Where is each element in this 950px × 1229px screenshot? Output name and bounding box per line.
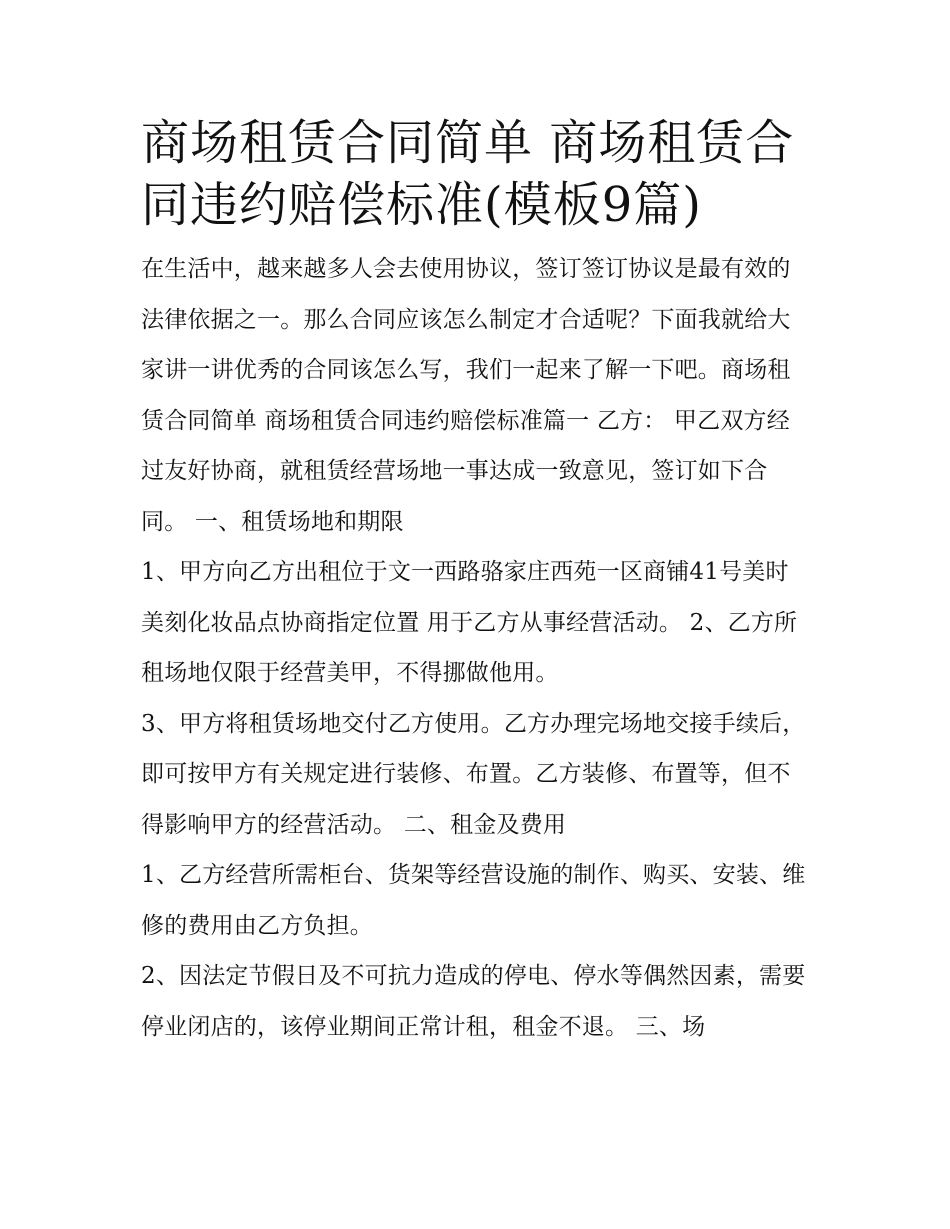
- body-paragraph: 1、乙方经营所需柜台、货架等经营设施的制作、购买、安装、维修的费用由乙方负担。: [141, 862, 806, 939]
- body-paragraph: 3、甲方将租赁场地交付乙方使用。乙方办理完场地交接手续后，即可按甲方有关规定进行装修、布置。乙方装修、布置等，但不得影响甲方的经营活动。 二、租金及费用: [141, 710, 806, 838]
- body-paragraph: 在生活中，越来越多人会去使用协议，签订签订协议是最有效的法律依据之一。那么合同应该怎么制定才合适呢？下面我就给大家讲一讲优秀的合同该怎么写，我们一起来了解一下吧。商场租赁合同简单 商场租赁合同违约赔偿标准篇一 乙方： 甲乙双方经过友好协商，就租赁经营场地一事达成一致意见，签订如下合同。 一、租赁场地和期限: [141, 256, 791, 535]
- body-paragraph: 2、因法定节假日及不可抗力造成的停电、停水等偶然因素，需要停业闭店的，该停业期间正常计租，租金不退。 三、场: [141, 963, 806, 1040]
- document-title: 商场租赁合同简单 商场租赁合同违约赔偿标准(模板9篇): [141, 115, 795, 233]
- body-paragraph: 1、甲方向乙方出租位于文一西路骆家庄西苑一区商铺41号美时美刻化妆品点协商指定位置 用于乙方从事经营活动。 2、乙方所租场地仅限于经营美甲，不得挪做他用。: [141, 559, 798, 686]
